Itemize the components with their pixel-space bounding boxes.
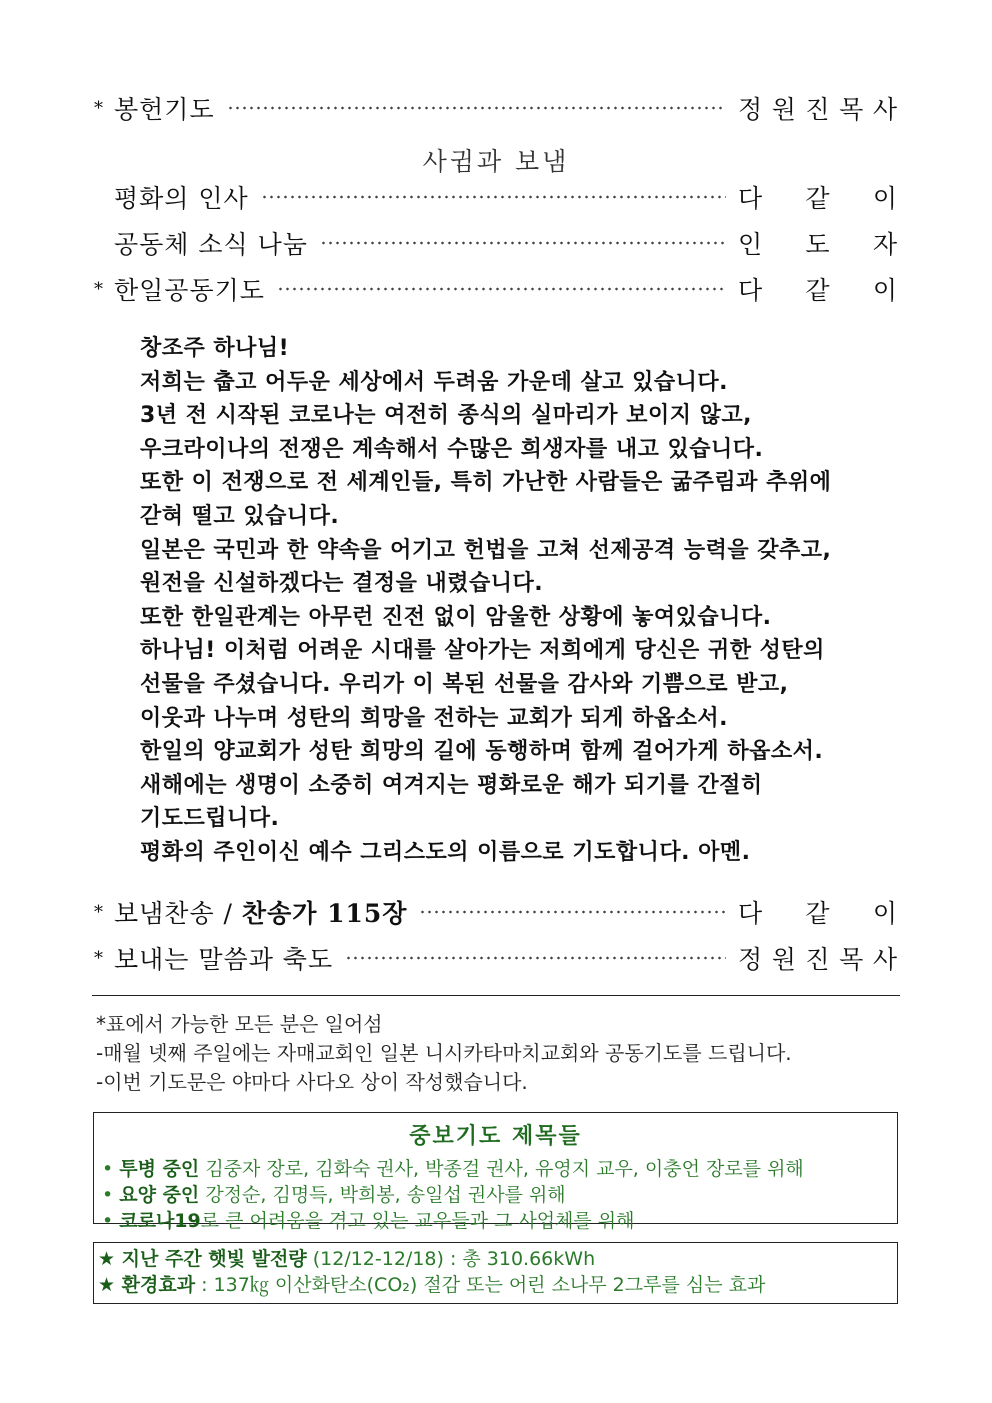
prayer-line: 이웃과 나누며 성탄의 희망을 전하는 교회가 되게 하옵소서. — [140, 705, 729, 731]
prayer-line: 원전을 신설하겠다는 결정을 내렸습니다. — [140, 571, 544, 597]
order-label: 보내는 말씀과 축도 — [114, 945, 334, 974]
prayer-line: 평화의 주인이신 예수 그리스도의 이름으로 기도합니다. 아멘. — [140, 839, 751, 865]
prayer-line: 저희는 춥고 어두운 세상에서 두려움 가운데 살고 있습니다. — [140, 369, 729, 395]
note-line: -이번 기도문은 야마다 사다오 상이 작성했습니다. — [96, 1070, 528, 1094]
order-row-korea-japan-prayer — [94, 269, 898, 309]
standing-mark: * — [94, 901, 104, 923]
standing-mark: * — [94, 278, 104, 300]
prayer-text — [140, 332, 900, 870]
standing-mark: * — [94, 947, 104, 969]
order-row-benediction — [94, 938, 898, 978]
prayer-line: 선물을 주셨습니다. 우리가 이 복된 선물을 감사와 기쁨으로 받고, — [140, 671, 789, 697]
prayer-line: 갇혀 떨고 있습니다. — [140, 503, 340, 529]
order-label: 평화의 인사 — [114, 184, 249, 213]
note-line: *표에서 가능한 모든 분은 일어섬 — [96, 1012, 383, 1036]
prayer-line: 하나님! 이처럼 어려운 시대를 살아가는 저희에게 당신은 귀한 성탄의 — [140, 638, 825, 664]
prayer-line: 기도드립니다. — [140, 806, 280, 832]
intercession-title: 중보기도 제목들 — [409, 1124, 582, 1149]
divider — [92, 995, 900, 996]
hymn-number: 찬송가 115장 — [241, 899, 408, 928]
prayer-line: 또한 한일관계는 아무런 진전 없이 암울한 상황에 놓여있습니다. — [140, 604, 772, 630]
intercession-list — [94, 1156, 897, 1234]
prayer-line: 한일의 양교회가 성탄 희망의 길에 동행하며 함께 걸어가게 하옵소서. — [140, 739, 824, 765]
prayer-line: 우크라이나의 전쟁은 계속해서 수많은 희생자를 내고 있습니다. — [140, 436, 764, 462]
order-row-peace-greeting — [94, 177, 898, 217]
standing-mark: * — [94, 97, 104, 119]
section-title: 사귐과 보냄 — [422, 147, 570, 176]
order-leader: 다 같 이 — [738, 276, 898, 305]
leader-dots — [261, 192, 726, 202]
order-row-sending-hymn — [94, 892, 898, 932]
order-label: 공동체 소식 나눔 — [114, 230, 308, 259]
notes — [96, 1010, 896, 1097]
prayer-line: 새해에는 생명이 소중히 여겨지는 평화로운 해가 되기를 간절히 — [140, 772, 763, 798]
intercession-item: • 투병 중인 김중자 장로, 김화숙 권사, 박종걸 권사, 유영지 교우, 이충언 장로를 위해 — [102, 1158, 804, 1180]
prayer-line: 또한 이 전쟁으로 전 세계인들, 특히 가난한 사람들은 굶주림과 추위에 — [140, 470, 832, 496]
solar-effect: ★ 환경효과 : 137㎏ 이산화탄소(CO₂) 절감 또는 어린 소나무 2그루를 심는 효과 — [98, 1274, 766, 1296]
leader-dots — [419, 907, 726, 917]
order-leader: 정 원 진 목 사 — [738, 945, 898, 974]
order-row-community-news — [94, 223, 898, 263]
leader-dots — [320, 238, 726, 248]
order-leader: 다 같 이 — [738, 184, 898, 213]
intercession-box — [93, 1112, 898, 1232]
order-label: 한일공동기도 — [114, 276, 265, 305]
order-leader: 다 같 이 — [738, 899, 898, 928]
intercession-item: • 요양 중인 강정순, 김명득, 박희봉, 송일섭 권사를 위해 — [102, 1184, 566, 1206]
prayer-line: 창조주 하나님! — [140, 336, 290, 361]
prayer-line: 3년 전 시작된 코로나는 여전히 종식의 실마리가 보이지 않고, — [140, 403, 752, 429]
order-label: 봉헌기도 — [114, 95, 215, 124]
order-label: 보냄찬송 / 찬송가 115장 — [114, 899, 408, 928]
prayer-line: 일본은 국민과 한 약속을 어기고 헌법을 고쳐 선제공격 능력을 갖추고, — [140, 537, 832, 563]
solar-generation: ★ 지난 주간 햇빛 발전량 (12/12-12/18) : 총 310.66kWh — [98, 1248, 596, 1270]
order-leader: 정 원 진 목 사 — [738, 95, 898, 124]
intercession-item: • 코로나19로 큰 어려움을 겪고 있는 교우들과 그 사업체를 위해 — [102, 1210, 635, 1232]
leader-dots — [277, 284, 726, 294]
order-leader: 인 도 자 — [738, 230, 898, 259]
order-row-offering-prayer — [94, 88, 898, 128]
solar-box — [93, 1242, 898, 1304]
note-line: -매월 넷째 주일에는 자매교회인 일본 니시카타마치교회와 공동기도를 드립니다. — [96, 1041, 792, 1065]
leader-dots — [345, 953, 726, 963]
leader-dots — [227, 103, 726, 113]
